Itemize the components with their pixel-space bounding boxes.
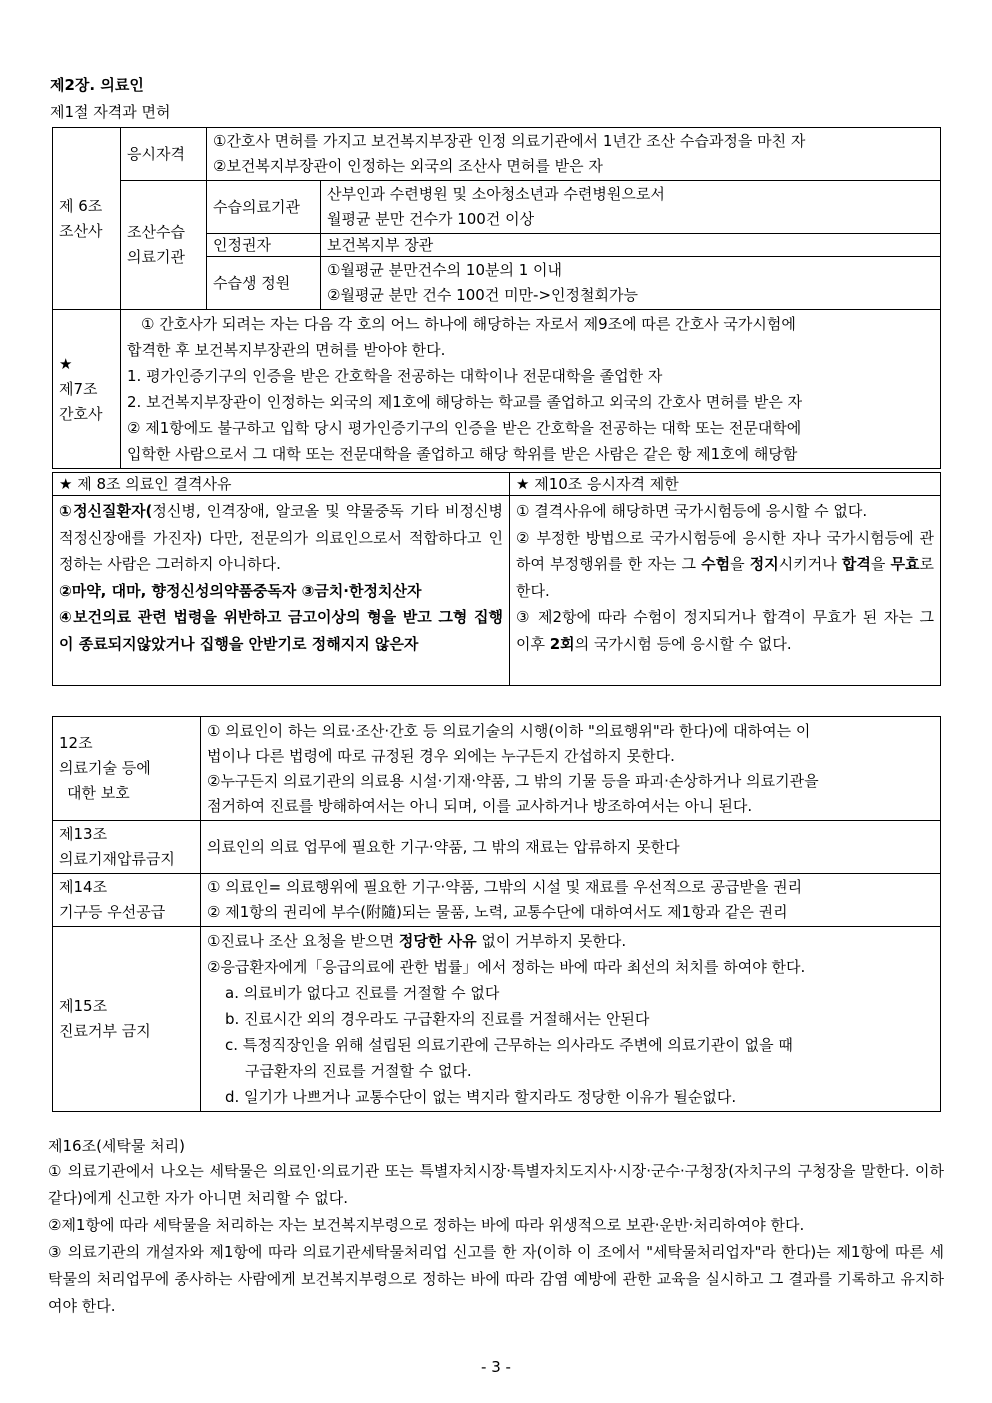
art7-line: ② 제1항에도 불구하고 입학 당시 평가인증기구의 인증을 받은 간호학을 전공하는 대학 또는 전문대학에 — [127, 419, 802, 437]
art13-content: 의료인의 의료 업무에 필요한 기구·약품, 그 밖의 재료는 압류하지 못한다 — [201, 821, 941, 874]
bold-run: 2회 — [549, 634, 575, 653]
star-icon: ★ — [59, 354, 73, 373]
page-number: - 3 - — [481, 1358, 511, 1376]
text-run: ③ 제2항에 따라 수험이 정지되거나 합격이 무효가 된 자는 그 이후 — [516, 608, 934, 653]
art7-line: ① 간호사가 되려는 자는 다음 각 호의 어느 하나에 해당하는 자로서 제9조에 따른 간호사 국가시험에 — [141, 315, 796, 333]
art16-body — [48, 1158, 944, 1320]
quota-content — [321, 257, 941, 310]
art15-line: c. 특정직장인을 위해 설립된 의료기관에 근무하는 의사라도 주변에 의료기관이 없을 때 — [225, 1036, 793, 1054]
art7-line: 합격한 후 보건복지부장관의 면허를 받아야 한다. — [127, 341, 446, 359]
training-inst-line: 월평균 분만 건수가 100건 이상 — [327, 210, 535, 228]
art16-title: 제16조(세탁물 처리) — [48, 1137, 185, 1155]
art6-label-cell — [53, 128, 121, 310]
protection-table — [52, 716, 941, 1112]
art8-header: ★ 제 8조 의료인 결격사유 — [53, 473, 510, 496]
art10-item-3 — [516, 604, 934, 657]
auth-value: 보건복지부 장관 — [321, 234, 941, 257]
text-run: 없이 거부하지 못한다. — [476, 932, 627, 950]
art7-line: 2. 보건복지부장관이 인정하는 외국의 제1호에 해당하는 학교를 졸업하고 외국의 간호사 면허를 받은 자 — [127, 393, 803, 411]
art12-title: 의료기술 등에 — [59, 759, 151, 777]
art7-line: 1. 평가인증기구의 인증을 받은 간호학을 전공하는 대학이나 전문대학을 졸업한 자 — [127, 367, 663, 385]
art12-content — [201, 717, 941, 821]
bold-run: 정지 — [749, 555, 779, 573]
section-heading: 제1절 자격과 면허 — [50, 103, 171, 121]
art12-title: 대한 보호 — [67, 784, 130, 802]
exam-qual-line: ②보건복지부장관이 인정하는 외국의 조산사 면허를 받은 자 — [213, 157, 603, 175]
text-run: 의 국가시험 등에 응시할 수 없다. — [574, 634, 792, 653]
art7-title: 간호사 — [59, 404, 103, 423]
art7-number: 제7조 — [59, 379, 98, 398]
art10-item-1: ① 결격사유에 해당하면 국가시험등에 응시할 수 없다. — [516, 502, 868, 520]
art16-paragraph: ②제1항에 따라 세탁물을 처리하는 자는 보건복지부령으로 정하는 바에 따라 위생적으로 보관·운반·처리하여야 한다. — [48, 1216, 805, 1234]
art15-line: ②응급환자에게「응급의료에 관한 법률」에서 정하는 바에 따라 최선의 처치를 하여야 한다. — [207, 958, 806, 976]
art14-label-cell — [53, 874, 201, 927]
art16-paragraph: ① 의료기관에서 나오는 세탁물은 의료인·의료기관 또는 특별자치시장·특별자치도지사·시장·군수·구청장(자치구의 구청장을 말한다. 이하 같다)에게 신고한 자가 아니면 처리할 수 없다. — [48, 1162, 944, 1207]
art12-line: 법이나 다른 법령에 따로 규정된 경우 외에는 누구든지 간섭하지 못한다. — [207, 746, 675, 765]
art13-title: 의료기재압류금지 — [59, 850, 175, 868]
art15-line — [207, 928, 934, 954]
bold-run: 합격 — [841, 555, 871, 573]
art15-line: a. 의료비가 없다고 진료를 거절할 수 없다 — [225, 984, 500, 1002]
art14-line: ① 의료인= 의료행위에 필요한 기구·약품, 그밖의 시설 및 재료를 우선적으로 공급받을 권리 — [207, 878, 803, 896]
art8-item-2: ②마약, 대마, 향정신성의약품중독자 ③금치·한정치산자 — [59, 581, 422, 600]
art12-line: ① 의료인이 하는 의료·조산·간호 등 의료기술의 시행(이하 "의료행위"라 한다)에 대하여는 이 — [207, 721, 811, 740]
exam-qual-line: ①간호사 면허를 가지고 보건복지부장관 인정 의료기관에서 1년간 조산 수습과정을 마친 자 — [213, 132, 806, 150]
art8-item-1-text: 정신병, 인격장애, 알코올 및 약물중독 기타 비정신병적정신장애를 가진자) 다만, 전문의가 의료인으로서 적합하다고 인정하는 사람은 그러하지 아니하다. — [59, 502, 503, 573]
art15-label-cell — [53, 927, 201, 1112]
art7-line: 입학한 사람으로서 그 대학 또는 전문대학을 졸업하고 해당 학위를 받은 사람은 같은 항 제1호에 해당함 — [127, 445, 798, 463]
exam-qual-label: 응시자격 — [121, 128, 207, 181]
art6-number: 제 6조 — [59, 196, 103, 215]
art8-item-1-bold: ①정신질환자( — [59, 502, 153, 520]
text-run: 로 한다. — [516, 555, 935, 600]
bold-run: 정당한 사유 — [398, 932, 477, 950]
quota-line: ②월평균 분만 건수 100건 미만->인정철회가능 — [327, 286, 638, 304]
text-run: ①진료나 조산 요청을 받으면 — [207, 932, 399, 950]
disqualification-table — [52, 472, 941, 686]
art12-number: 12조 — [59, 734, 93, 752]
training-inst-line: 산부인과 수련병원 및 소아청소년과 수련병원으로서 — [327, 185, 665, 203]
art15-line: 구급환자의 진료를 거절할 수 없다. — [245, 1062, 472, 1080]
art15-title: 진료거부 금지 — [59, 1022, 151, 1040]
qualification-table — [52, 127, 941, 469]
art12-line: ②누구든지 의료기관의 의료용 시설·기재·약품, 그 밖의 기물 등을 파괴·손상하거나 의료기관을 — [207, 771, 819, 790]
text-run: 을 — [870, 555, 891, 573]
quota-line: ①월평균 분만건수의 10분의 1 이내 — [327, 261, 563, 279]
art6-title: 조산사 — [59, 221, 103, 240]
training-label — [121, 181, 207, 310]
art8-item-3: ④보건의료 관련 법령을 위반하고 금고이상의 형을 받고 그형 집행이 종료되지않았거나 집행을 안받기로 정해지지 않은자 — [59, 608, 503, 653]
bold-run: 수험 — [701, 555, 731, 573]
art7-label-cell — [53, 310, 121, 469]
art14-line: ② 제1항의 권리에 부수(附隨)되는 물품, 노력, 교통수단에 대하여서도 제1항과 같은 권리 — [207, 903, 788, 921]
text-run: 시키거나 — [778, 555, 842, 573]
art10-header: ★ 제10조 응시자격 제한 — [510, 473, 941, 496]
art13-label-cell — [53, 821, 201, 874]
art10-item-2 — [516, 525, 934, 605]
art14-content — [201, 874, 941, 927]
chapter-heading: 제2장. 의료인 — [50, 76, 144, 94]
art16-paragraph: ③ 의료기관의 개설자와 제1항에 따라 의료기관세탁물처리업 신고를 한 자(이하 이 조에서 "세탁물처리업자"라 한다)는 제1항에 따른 세탁물의 처리업무에 종사하는 사람에게 보건복지부령으로 정하는 바에 따라 감염 예방에 관한 교육을 실시하고 그 결과를 기록하고 유지하여야 한다. — [48, 1243, 944, 1315]
training-inst-content — [321, 181, 941, 234]
art12-line: 점거하여 진료를 방해하여서는 아니 되며, 이를 교사하거나 방조하여서는 아니 된다. — [207, 796, 753, 815]
art7-content — [121, 310, 941, 469]
exam-qual-content — [207, 128, 941, 181]
training-inst-label: 수습의료기관 — [207, 181, 321, 234]
art15-content — [201, 927, 941, 1112]
text-run: ② 부정한 방법으로 국가시험등에 응시한 자나 국가시험등에 관하여 부정행위를 한 자는 그 — [516, 528, 934, 573]
training-label-line: 의료기관 — [127, 248, 185, 266]
art14-number: 제14조 — [59, 878, 108, 896]
art14-title: 기구등 우선공급 — [59, 903, 166, 921]
training-label-line: 조산수습 — [127, 223, 185, 241]
bold-run: 무효 — [890, 555, 920, 573]
text-run: 을 — [730, 555, 750, 573]
art13-number: 제13조 — [59, 825, 108, 843]
auth-label: 인정권자 — [207, 234, 321, 257]
art8-content — [53, 496, 510, 686]
art15-number: 제15조 — [59, 997, 108, 1015]
art15-line: d. 일기가 나쁘거나 교통수단이 없는 벽지라 할지라도 정당한 이유가 될순없다. — [225, 1088, 737, 1106]
art15-line: b. 진료시간 외의 경우라도 구급환자의 진료를 거절해서는 안된다 — [225, 1010, 650, 1028]
quota-label: 수습생 정원 — [207, 257, 321, 310]
art8-item-1 — [59, 498, 503, 578]
art10-content — [510, 496, 941, 686]
art12-label-cell — [53, 717, 201, 821]
